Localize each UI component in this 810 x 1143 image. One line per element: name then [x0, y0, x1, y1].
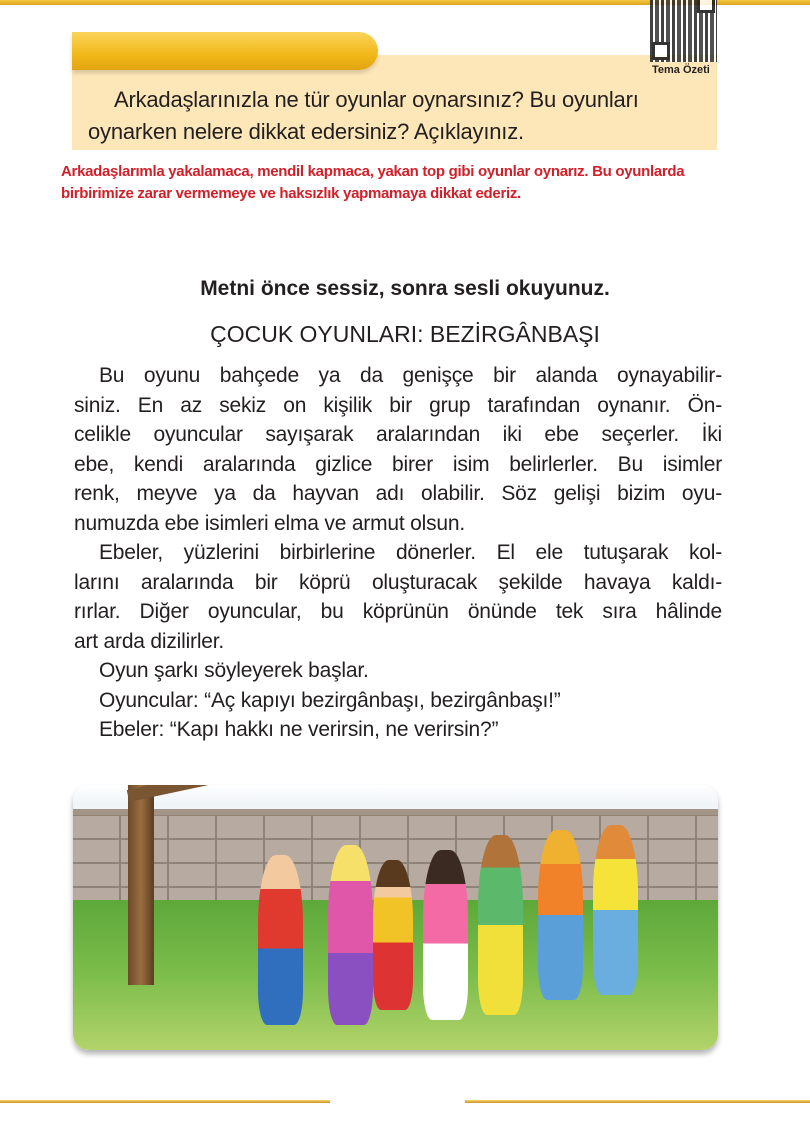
reading-instruction: Metni önce sessiz, sonra sesli okuyunuz. [200, 277, 610, 300]
text-line: Ebeler: “Kapı hakkı ne verirsin, ne verirsin?” [99, 718, 499, 741]
text-line: renk, meyve ya da hayvan adı olabilir. Söz gelişi bizim oyu- [74, 482, 722, 505]
question-tab-decoration [72, 32, 378, 70]
answer-line: birbirimize zarar vermemeye ve haksızlık yapmamaya dikkat ederiz. [61, 185, 521, 202]
question-text [88, 84, 639, 148]
text-line: ebe, kendi aralarında gizlice birer isim belirlerler. Bu isimler [74, 452, 722, 476]
children-playing-illustration [73, 785, 718, 1050]
tree-trunk [128, 785, 154, 985]
text-title: ÇOCUK OYUNLARI: BEZİRGÂNBAŞI [210, 321, 600, 347]
answer-line: Arkadaşlarımla yakalamaca, mendil kapmaca, yakan top gibi oyunlar oynarız. Bu oyunlarda [61, 163, 685, 180]
child-figure [258, 855, 303, 1025]
qr-code[interactable] [650, 0, 717, 62]
text-line: Oyun şarkı söyleyerek başlar. [99, 659, 369, 682]
child-figure [538, 830, 583, 1000]
tree-branch [127, 785, 276, 802]
child-figure [373, 860, 413, 1010]
child-figure [478, 835, 523, 1015]
text-line: numuzda ebe isimleri elma ve armut olsun. [74, 511, 465, 535]
bottom-border-right [465, 1100, 810, 1103]
text-line: art arda dizilirler. [74, 629, 225, 653]
text-line: celikle oyuncular sayışarak aralarından iki ebe seçerler. İki [74, 423, 722, 446]
text-line: Bu oyunu bahçede ya da genişçe bir alanda oynayabilir- [99, 364, 722, 387]
bottom-border-left [0, 1100, 330, 1103]
reading-text [74, 361, 722, 745]
text-line: Ebeler, yüzlerini birbirlerine dönerler. El ele tutuşarak kol- [99, 541, 722, 564]
child-figure [328, 845, 373, 1025]
qr-label: Tema Özeti [652, 64, 710, 76]
answer-text [61, 161, 684, 205]
child-figure [593, 825, 638, 995]
text-line: siniz. En az sekiz on kişilik bir grup tarafından oynanır. Ön- [74, 393, 722, 417]
text-line: rırlar. Diğer oyuncular, bu köprünün önünde tek sıra hâlinde [74, 600, 722, 623]
question-line: oynarken nelere dikkat edersiniz? Açıklayınız. [88, 119, 524, 144]
text-line: larını aralarında bir köprü oluşturacak şekilde havaya kaldı- [74, 570, 722, 594]
question-line: Arkadaşlarınızla ne tür oyunlar oynarsınız? Bu oyunları [114, 87, 639, 112]
text-line: Oyuncular: “Aç kapıyı bezirgânbaşı, bezirgânbaşı!” [99, 688, 561, 712]
child-figure [423, 850, 468, 1020]
